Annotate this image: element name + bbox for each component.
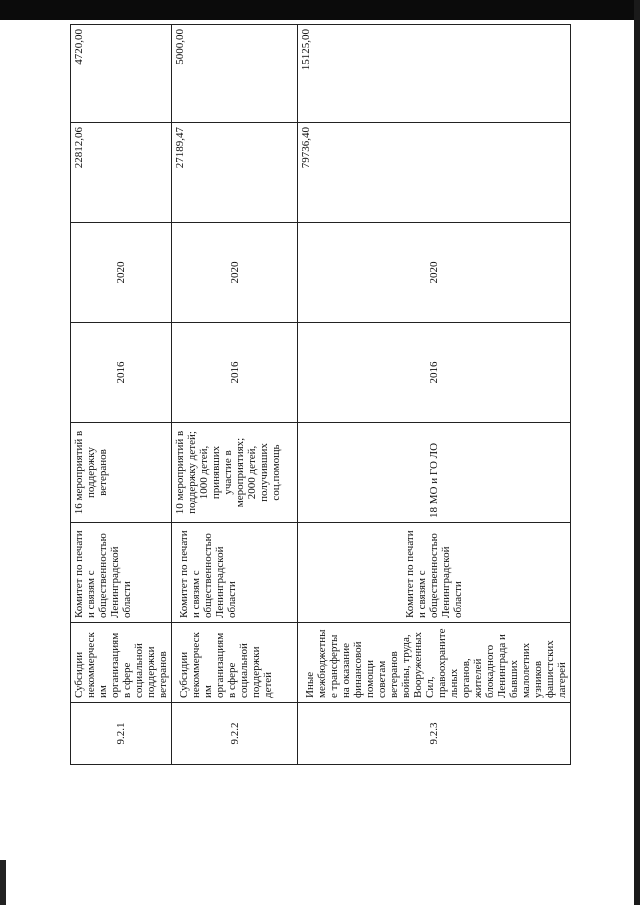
- row-indicator: 10 мероприятий в поддержку детей; 1000 детей, принявших участие в мероприятиях; 2000 детей, получивших соц.помощь: [172, 423, 298, 523]
- row-start-year: 2016: [172, 323, 298, 423]
- row-start-year: 2016: [298, 323, 571, 423]
- row-end-year: 2020: [172, 223, 298, 323]
- table-row: [172, 25, 298, 765]
- row-number: 9.2.2: [172, 703, 298, 765]
- row-total: 79736,40: [298, 123, 571, 223]
- row-end-year: 2020: [298, 223, 571, 323]
- row-end-year: 2020: [71, 223, 172, 323]
- scan-edge-right: [634, 0, 640, 905]
- program-table: [70, 24, 571, 765]
- row-executor: Комитет по печати и связям с общественностью Ленинградской области: [71, 523, 172, 623]
- scan-edge-left: [0, 860, 6, 905]
- row-indicator: 16 мероприятий в поддержку ветеранов: [71, 423, 172, 523]
- table-row: [71, 25, 172, 765]
- row-amount: 4720,00: [71, 25, 172, 123]
- row-executor: Комитет по печати и связям с общественностью Ленинградской области: [298, 523, 571, 623]
- row-name: Субсидии некоммерческим организациям в сфере социальной поддержки детей: [172, 623, 298, 703]
- row-total: 22812,06: [71, 123, 172, 223]
- row-amount: 5000,00: [172, 25, 298, 123]
- rotated-page: [70, 25, 568, 765]
- scan-edge-top: [0, 0, 640, 20]
- row-indicator: 18 МО и ГО ЛО: [298, 423, 571, 523]
- row-amount: 15125,00: [298, 25, 571, 123]
- row-number: 9.2.3: [298, 703, 571, 765]
- row-name: Субсидии некоммерческим организациям в сфере социальной поддержки ветеранов: [71, 623, 172, 703]
- row-number: 9.2.1: [71, 703, 172, 765]
- row-name: Иные межбюджетные трансферты на оказание финансовой помощи советам ветеранов войны, труда, Вооруженных Сил, правоохранительных органов, жителей блокадного Ленинграда и бывших малолетних узников фашистских лагерей: [298, 623, 571, 703]
- row-start-year: 2016: [71, 323, 172, 423]
- row-total: 27189,47: [172, 123, 298, 223]
- table-row: [298, 25, 571, 765]
- row-executor: Комитет по печати и связям с общественностью Ленинградской области: [172, 523, 298, 623]
